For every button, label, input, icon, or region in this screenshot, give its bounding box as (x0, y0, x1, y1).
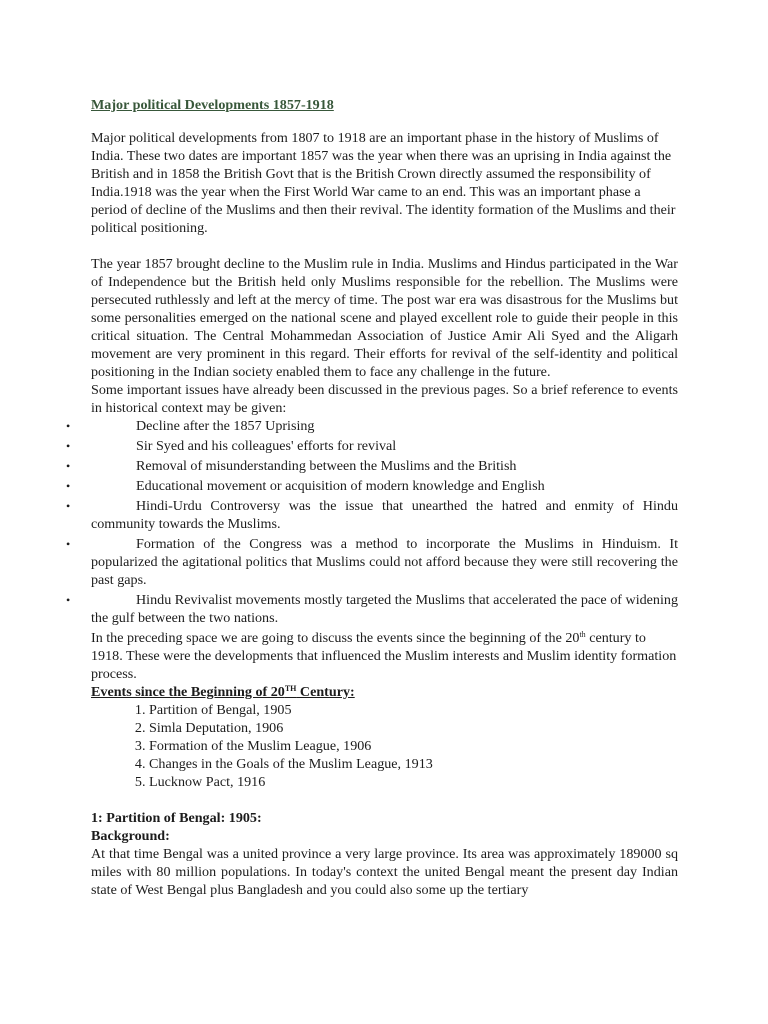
decline-paragraph: The year 1857 brought decline to the Muslim rule in India. Muslims and Hindus participated in the War of Independence but the British held only Muslims responsible for the rebellion. The Muslims were persecuted ruthlessly and left at the mercy of time. The post war era was disastrous for the Muslims but some personalities emerged on the national scene and played excellent role to guide their people in this critical situation. The Central Mohammedan Association of Justice Amir Ali Syed and the Aligarh movement are very prominent in this regard. Their efforts for revival of the self-identity and political positioning in the Indian society enabled them to face any challenge in the future. (91, 256, 678, 380)
list-item (66, 437, 678, 455)
list-item (66, 591, 678, 627)
list-item (66, 417, 678, 435)
list-item: 4. Changes in the Goals of the Muslim League, 1913 (149, 755, 678, 773)
heading-text: Events since the Beginning of 20 (91, 684, 285, 700)
list-item-text: Removal of misunderstanding between the Muslims and the British (136, 458, 517, 474)
background-heading: Background: (91, 828, 170, 844)
heading-text: Century: (296, 684, 355, 700)
list-item-text: Educational movement or acquisition of modern knowledge and English (136, 478, 545, 494)
background-paragraph: At that time Bengal was a united province a very large province. Its area was approximately 189000 sq miles with 80 million populations. In today's context the united Bengal meant the present day Indian state of West Bengal plus Bangladesh and you could also some up the tertiary (91, 846, 678, 898)
list-item (66, 457, 678, 475)
bullet-icon: • (66, 439, 71, 453)
issues-paragraph: Some important issues have already been discussed in the previous pages. So a brief reference to events in historical context may be given: (91, 382, 678, 416)
bullet-icon: • (66, 419, 71, 433)
paragraph-text: In the preceding space we are going to discuss the events since the beginning of the 20 (91, 630, 580, 646)
bullet-icon: • (66, 537, 71, 551)
events-heading (91, 683, 678, 701)
events-list (91, 701, 678, 791)
section-heading: 1: Partition of Bengal: 1905: (91, 810, 262, 826)
bullet-icon: • (66, 479, 71, 493)
list-item-text: Sir Syed and his colleagues' efforts for revival (136, 438, 397, 454)
list-item-text: Decline after the 1857 Uprising (136, 418, 315, 434)
page-title: Major political Developments 1857-1918 (91, 97, 334, 113)
bullet-icon: • (66, 499, 71, 513)
list-item: 5. Lucknow Pact, 1916 (149, 773, 678, 791)
list-item: 1. Partition of Bengal, 1905 (149, 701, 678, 719)
list-item (66, 535, 678, 589)
list-item-text: Formation of the Congress was a method to incorporate the Muslims in Hinduism. It popularized the agitational politics that Muslims could not afford because they were still recovering the past gaps. (91, 536, 678, 588)
preceding-paragraph (91, 629, 678, 683)
superscript: th (579, 630, 586, 639)
bullet-icon: • (66, 459, 71, 473)
issues-list (66, 417, 678, 627)
list-item-text: Hindu Revivalist movements mostly targeted the Muslims that accelerated the pace of widening the gulf between the two nations. (91, 592, 678, 626)
list-item-text: Hindi-Urdu Controversy was the issue that unearthed the hatred and enmity of Hindu community towards the Muslims. (91, 498, 678, 532)
list-item (66, 497, 678, 533)
intro-paragraph: Major political developments from 1807 to 1918 are an important phase in the history of Muslims of India. These two dates are important 1857 was the year when there was an uprising in India against the British and in 1858 the British Govt that is the British Crown directly assumed the responsibility of India.1918 was the year when the First World War came to an end. This was an important phase a period of decline of the Muslims and then their revival. The identity formation of the Muslims and their political positioning. (91, 130, 676, 236)
superscript: TH (284, 684, 297, 693)
list-item: 2. Simla Deputation, 1906 (149, 719, 678, 737)
list-item: 3. Formation of the Muslim League, 1906 (149, 737, 678, 755)
bullet-icon: • (66, 593, 71, 607)
list-item (66, 477, 678, 495)
paragraph-text: century to 1918. These were the developments that influenced the Muslim interests and Muslim identity formation process. (91, 630, 677, 682)
document-body (66, 96, 678, 899)
